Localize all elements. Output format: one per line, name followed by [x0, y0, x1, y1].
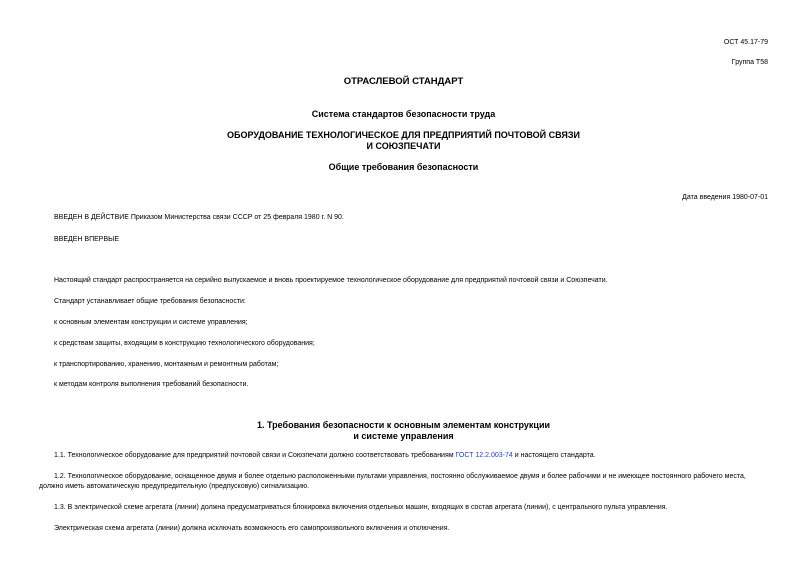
paragraph-1-1-text-end: и настоящего стандарта. — [512, 452, 596, 459]
list-item: к основным элементам конструкции и системе управления; — [54, 319, 248, 326]
list-item: к методам контроля выполнения требований безопасности. — [54, 381, 249, 388]
paragraph-1-1-text-start: 1.1. Технологическое оборудование для предприятий почтовой связи и Союзпечати должно соответствовать требованиям — [54, 452, 456, 459]
list-item: к транспортированию, хранению, монтажным и ремонтным работам; — [54, 361, 279, 368]
document-subtitle: Общие требования безопасности — [328, 162, 479, 172]
enacted-note: ВВЕДЕН В ДЕЙСТВИЕ Приказом Министерства связи СССР от 25 февраля 1980 г. N 90. — [54, 214, 344, 221]
system-heading: Система стандартов безопасности труда — [311, 109, 496, 119]
first-time-note: ВВЕДЕН ВПЕРВЫЕ — [54, 236, 119, 243]
group-code: Группа Т58 — [731, 59, 768, 66]
section-1-title-line2: и системе управления — [353, 431, 454, 441]
paragraph-1-3-cont: Электрическая схема агрегата (линии) должна исключать возможность его самопроизвольного включения и отключения. — [54, 525, 450, 532]
gost-link[interactable]: ГОСТ 12.2.003-74 — [455, 452, 513, 459]
doc-code: ОСТ 45.17-79 — [723, 39, 768, 46]
paragraph-1-2-line1: 1.2. Технологическое оборудование, оснащенное двумя и более отдельно расположенными пультами управления, постоянно обслуживаемое двумя и более рабочими и не имеющее постоянного рабочего места, — [54, 473, 746, 480]
list-item: к средствам защиты, входящим в конструкцию технологического оборудования; — [54, 340, 315, 347]
document-title-line1: ОБОРУДОВАНИЕ ТЕХНОЛОГИЧЕСКОЕ ДЛЯ ПРЕДПРИЯТИЙ ПОЧТОВОЙ СВЯЗИ — [226, 130, 580, 140]
paragraph-1-3: 1.3. В электрической схеме агрегата (линии) должна предусматриваться блокировка включения отдельных машин, входящих в состав агрегата (линии), с центрального пульта управления. — [54, 504, 668, 511]
section-1-title-line1: 1. Требования безопасности к основным элементам конструкции — [256, 420, 551, 430]
standard-type-heading: ОТРАСЛЕВОЙ СТАНДАРТ — [343, 76, 464, 87]
paragraph-1-2-line2: должно иметь автоматическую предупредительную (предпусковую) сигнализацию. — [39, 483, 310, 490]
effective-date: Дата введения 1980-07-01 — [682, 194, 768, 201]
paragraph-1-1 — [54, 451, 596, 460]
establishes-paragraph: Стандарт устанавливает общие требования безопасности: — [54, 298, 246, 305]
document-title-line2: И СОЮЗПЕЧАТИ — [366, 141, 441, 151]
scope-paragraph: Настоящий стандарт распространяется на серийно выпускаемое и вновь проектируемое технологическое оборудование для предприятий почтовой связи и Союзпечати. — [54, 277, 608, 284]
